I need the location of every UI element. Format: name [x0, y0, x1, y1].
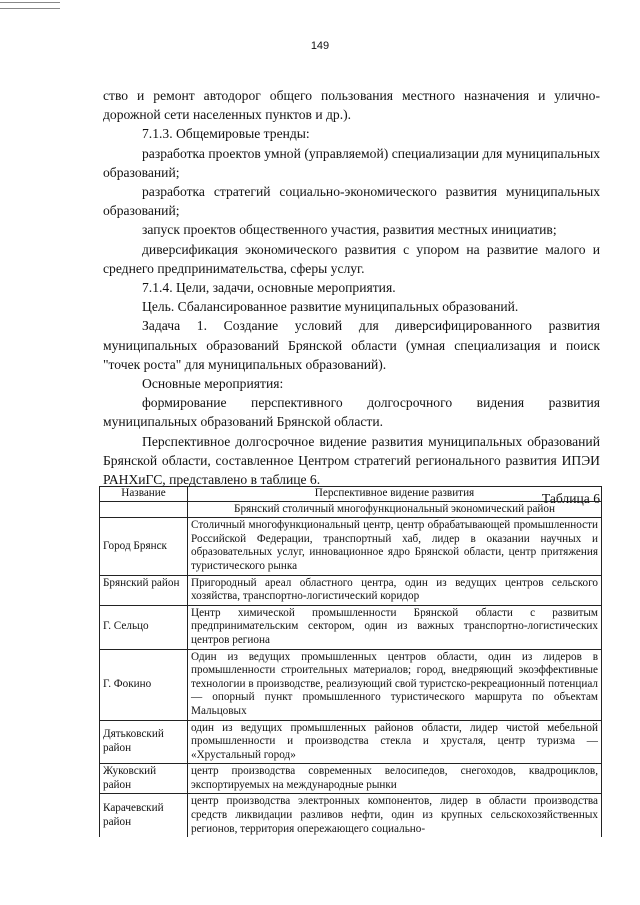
- column-header-vision: Перспективное видение развития: [188, 487, 602, 502]
- section-heading: 7.1.4. Цели, задачи, основные мероприятия.: [142, 280, 396, 296]
- paragraph: Основные мероприятия:: [142, 376, 284, 392]
- paragraph: формирование перспективного долгосрочного видения развития муниципальных образований Брянской области.: [103, 395, 600, 430]
- row-name: Г. Сельцо: [100, 605, 188, 649]
- table-row: [100, 720, 602, 764]
- page-number: 149: [310, 40, 330, 52]
- paragraph: диверсификация экономического развития с упором на развитие малого и среднего предпринимательства, сферы услуг.: [103, 241, 600, 276]
- table-caption: Таблица 6: [541, 491, 600, 507]
- paragraph: разработка проектов умной (управляемой) специализации для муниципальных образований;: [103, 145, 600, 180]
- table-row: [100, 605, 602, 649]
- row-vision: Центр химической промышленности Брянской области с развитым предпринимательским сектором, один из важных транспортно-логистических центров региона: [188, 605, 602, 649]
- table-row: [100, 575, 602, 605]
- row-vision: центр производства современных велосипедов, снегоходов, квадроциклов, экспортируемых на международные рынки: [188, 764, 602, 794]
- table-row: [100, 764, 602, 794]
- row-name: Жуковский район: [100, 764, 188, 794]
- paragraph: Цель. Сбалансированное развитие муниципальных образований.: [142, 299, 519, 315]
- column-header-name: Название: [100, 487, 188, 502]
- row-vision: Один из ведущих промышленных центров области, один из лидеров в промышленности строительных материалов; город, внедряющий экоэффективные технологии в производстве, реализующий свой туристско-рекреационный потенциал — опорный пункт промышленного туристического маршрута по объектам Мальцовых: [188, 649, 602, 720]
- row-vision: Пригородный ареал областного центра, один из ведущих центров сельского хозяйства, транспортно-логистический коридор: [188, 575, 602, 605]
- row-vision: центр производства электронных компонентов, лидер в области производства средств ликвидации разливов нефти, один из крупных сельскохозяйственных регионов, территория опережающего социально-: [188, 794, 602, 837]
- development-vision-table: [99, 486, 602, 837]
- row-vision: Столичный многофункциональный центр, центр обрабатывающей промышленности Российской Федерации, транспортный хаб, лидер в оказании научных и образовательных услуг, инновационное ядро Брянской области, центр притяжения туристического рынка: [188, 518, 602, 575]
- row-vision: один из ведущих промышленных районов области, лидер чистой мебельной промышленности и производства стекла и хрусталя, центр туризма — «Хрустальный город»: [188, 720, 602, 764]
- top-edge-mark: [0, 2, 60, 9]
- paragraph: Задача 1. Создание условий для диверсифицированного развития муниципальных образований Брянской области (умная специализация и поиск "точек роста" для муниципальных образований).: [103, 318, 600, 372]
- table-row: [100, 649, 602, 720]
- paragraph: Перспективное долгосрочное видение развития муниципальных образований Брянской области, составленное Центром стратегий регионального развития ИПЭИ РАНХиГС, представлено в таблице 6.: [103, 433, 600, 488]
- row-name: Брянский район: [100, 575, 188, 605]
- section-heading: 7.1.3. Общемировые тренды:: [142, 126, 310, 142]
- row-name: Г. Фокино: [100, 649, 188, 720]
- table-row: [100, 518, 602, 575]
- region-title: Брянский столичный многофункциональный экономический район: [188, 501, 602, 518]
- table-row: [100, 794, 602, 837]
- paragraph: разработка стратегий социально-экономического развития муниципальных образований;: [103, 184, 600, 219]
- body-text: [103, 86, 600, 508]
- table-row: [100, 501, 602, 518]
- paragraph: ство и ремонт автодорог общего пользования местного назначения и улично-дорожной сети населенных пунктов и др.).: [103, 88, 600, 123]
- paragraph: запуск проектов общественного участия, развития местных инициатив;: [142, 222, 557, 238]
- row-name: Город Брянск: [100, 518, 188, 575]
- row-name: Дятьковский район: [100, 720, 188, 764]
- table-header-row: [100, 487, 602, 502]
- row-name: Карачевский район: [100, 794, 188, 837]
